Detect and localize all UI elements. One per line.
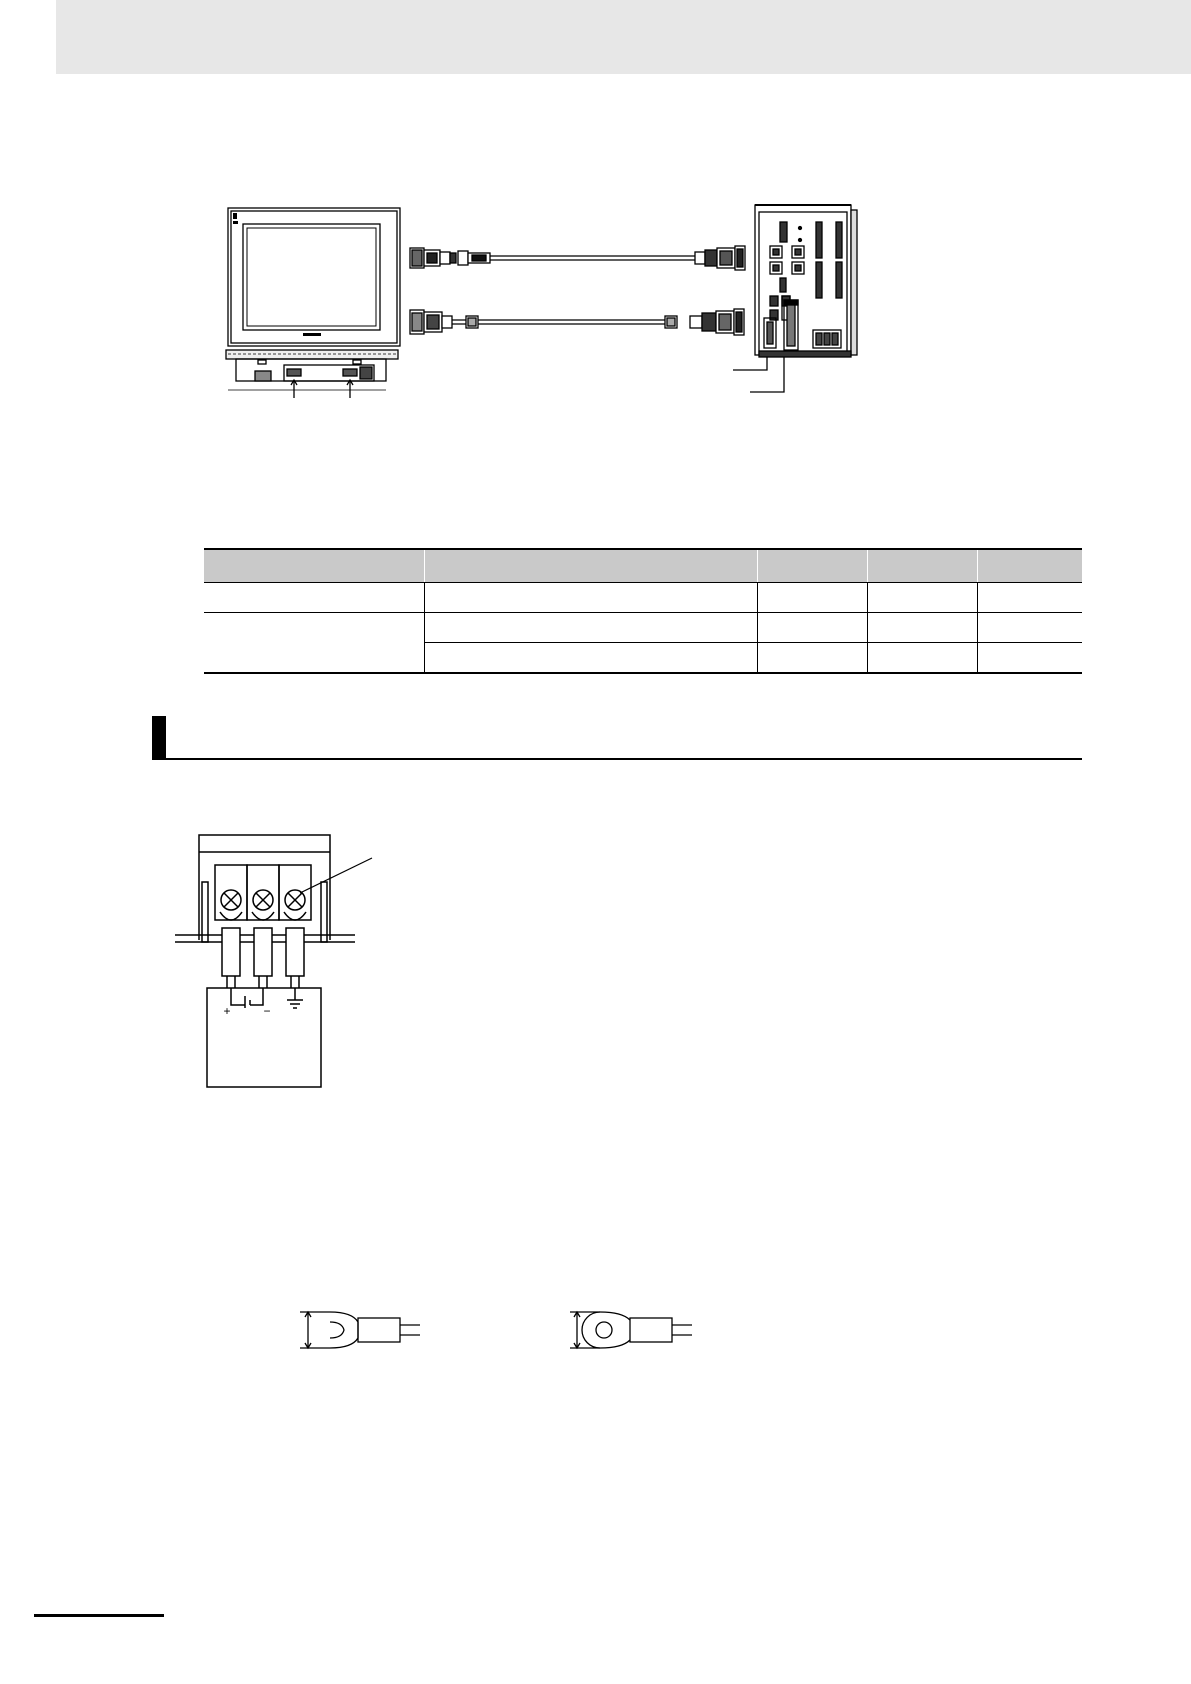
section-rule (152, 758, 1082, 760)
table-cell (977, 583, 1082, 613)
crimp-terminal-diagrams (0, 1300, 720, 1360)
controller-illustration (733, 205, 857, 392)
ring-terminal-illustration (570, 1312, 692, 1348)
table-header-cell (977, 549, 1082, 583)
table-header-cell (757, 549, 867, 583)
terminal-block-diagram (0, 820, 420, 1100)
table-cell (204, 583, 424, 613)
table-cell (424, 583, 757, 613)
table-cell (867, 643, 977, 674)
table-cell (867, 583, 977, 613)
table-cell (424, 613, 757, 643)
table-cell (977, 613, 1082, 643)
table-header-row (204, 549, 1082, 583)
section-marker (152, 716, 166, 759)
fork-terminal-illustration (300, 1312, 420, 1348)
monitor-illustration (226, 208, 400, 398)
table-cell (424, 643, 757, 674)
table-cell (977, 643, 1082, 674)
table-cell (757, 583, 867, 613)
cable-top-illustration (410, 246, 745, 270)
terminal-mark-plus: + (223, 1004, 231, 1018)
table-header-cell (424, 549, 757, 583)
terminal-mark-minus: − (263, 1004, 271, 1018)
table-cell (757, 613, 867, 643)
cable-bottom-illustration (410, 309, 744, 335)
table-header-cell (867, 549, 977, 583)
footer-rule (34, 1614, 164, 1617)
table-header-cell (204, 549, 424, 583)
table-row (204, 613, 1082, 643)
spec-table (204, 548, 1082, 674)
table-cell (757, 643, 867, 674)
table-cell (204, 613, 424, 674)
table-cell (867, 613, 977, 643)
connection-diagram (0, 0, 1191, 420)
table-row (204, 583, 1082, 613)
